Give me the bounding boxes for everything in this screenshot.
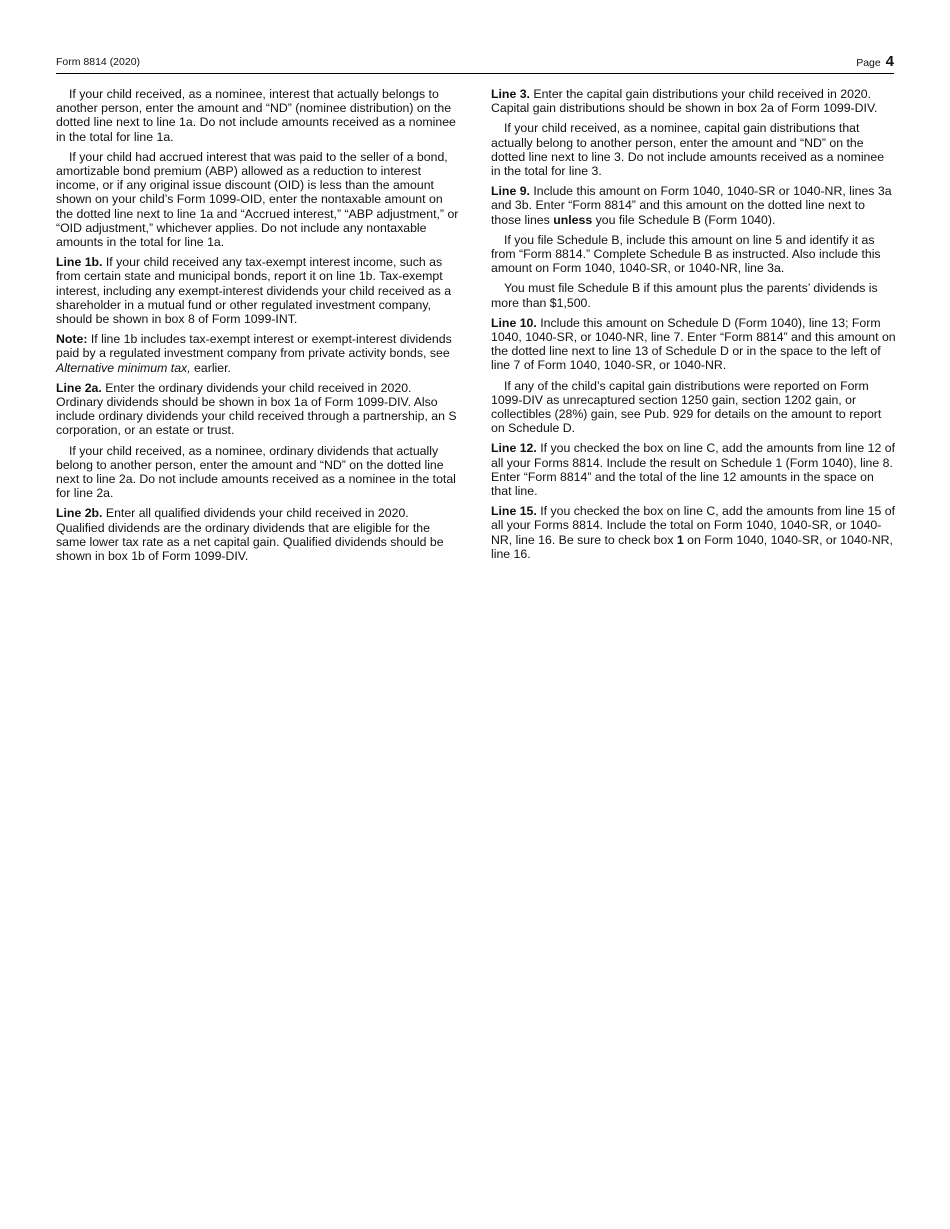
line-15-end: on Form 1040, 1040-SR, or 1040-NR, line 16.: [491, 532, 893, 561]
line-2b-text: Enter all qualified dividends your child received in 2020. Qualified dividends are the ordinary dividends that are eligible for the same lower tax rate as a net capital gain. Qualified dividends should be shown in box 1b of Form 1099-DIV.: [56, 506, 444, 564]
line-9-end: you file Schedule B (Form 1040).: [592, 212, 776, 227]
line-12-heading: Line 12.: [491, 441, 537, 456]
note-heading: Note:: [56, 332, 88, 347]
paragraph-line-12: [491, 441, 896, 498]
paragraph-line-3: [491, 87, 896, 115]
line-10-heading: Line 10.: [491, 315, 537, 330]
line-3-heading: Line 3.: [491, 87, 530, 101]
paragraph-nominee-interest: If your child received, as a nominee, interest that actually belongs to another person, enter the amount and “ND” (nominee distribution) on the dotted line next to line 1a. Do not include amounts received as a nominee in the total for line 1a.: [56, 87, 456, 144]
note-reference: Alternative minimum tax,: [56, 360, 191, 375]
paragraph-nominee-dividends: If your child received, as a nominee, ordinary dividends that actually belong to another person, enter the amount and “ND” on the dotted line next to line 2a. Do not include amounts received as a nominee in the total for line 2a.: [56, 443, 456, 501]
line-1b-heading: Line 1b.: [56, 255, 103, 270]
paragraph-nominee-capital-gain: If your child received, as a nominee, capital gain distributions that actually belong to another person, enter the amount and “ND” on the dotted line next to line 3. Do not include amounts received as a nominee in the total for line 3.: [491, 121, 885, 179]
line-2a-text: Enter the ordinary dividends your child received in 2020. Ordinary dividends should be shown in box 1a of Form 1099-DIV. Also include ordinary dividends your child received through a partnership, an S corporation, or an estate or trust.: [56, 380, 457, 438]
page-header: [56, 52, 894, 74]
paragraph-line-1b: [56, 255, 460, 326]
paragraph-line-9: [491, 184, 896, 227]
line-3-text: Enter the capital gain distributions your child received in 2020. Capital gain distributions should be shown in box 2a of Form 1099-DIV.: [491, 87, 878, 116]
paragraph-accrued-interest: If your child had accrued interest that was paid to the seller of a bond, amortizable bond premium (ABP) allowed as a reduction to interest income, or if any original issue discount (OID) is less than the amount shown on your child’s Form 1099-OID, enter the nontaxable amount on the dotted line next to line 1a and “Accrued interest,” “ABP adjustment,” or “OID adjustment,” whichever applies. Do not include any nontaxable amounts in the total for line 1a.: [56, 149, 459, 250]
page-label: Page: [856, 57, 881, 69]
line-10-text: Include this amount on Schedule D (Form 1040), line 13; Form 1040, 1040-SR, or 1040-NR, line 7. Enter “Form 8814” and this amount on the dotted line next to line 13 of Schedule D or in the space to the left of line 7 of Form 1040, 1040-SR, or 1040-NR.: [491, 315, 896, 373]
line-15-text: If you checked the box on line C, add the amounts from line 15 of all your Forms 8814. Include the total on Form 1040, 1040-SR, or 1040-NR, line 16. Be sure to check box: [491, 504, 895, 547]
line-2b-heading: Line 2b.: [56, 506, 103, 521]
page-number: 4: [885, 53, 894, 70]
line-9-emphasis: unless: [553, 212, 593, 227]
left-column: [56, 87, 460, 569]
paragraph-line-10: [491, 316, 896, 373]
paragraph-line-15: [491, 504, 896, 561]
line-12-text: If you checked the box on line C, add the amounts from line 12 of all your Forms 8814. Include the result on Schedule 1 (Form 1040), line 8. Enter “Form 8814” and the total of the line 12 amounts in the space on that line.: [491, 441, 895, 499]
paragraph-line-2a: [56, 381, 460, 438]
paragraph-line-2b: [56, 506, 460, 563]
line-15-emphasis: 1: [676, 532, 684, 547]
form-label: Form 8814 (2020): [56, 56, 141, 68]
line-9-text: Include this amount on Form 1040, 1040-SR or 1040-NR, lines 3a and 3b. Enter “Form 8814” and this amount on the dotted line next to those lines: [491, 184, 892, 227]
paragraph-schedule-b-threshold: You must file Schedule B if this amount plus the parents’ dividends is more than $1,500.: [491, 281, 878, 310]
paragraph-schedule-b: If you file Schedule B, include this amount on line 5 and identify it as from “Form 8814.” Complete Schedule B as instructed. Also include this amount on Form 1040, 1040-SR, or 1040-NR, line 3a.: [491, 232, 881, 276]
page-indicator: [856, 53, 894, 70]
line-2a-heading: Line 2a.: [56, 380, 102, 395]
line-9-heading: Line 9.: [491, 184, 530, 199]
paragraph-capital-gain-types: If any of the child’s capital gain distributions were reported on Form 1099-DIV as unrecaptured section 1250 gain, section 1202 gain, or collectibles (28%) gain, see Pub. 929 for details on the amount to report on Schedule D.: [491, 378, 882, 436]
paragraph-note: [56, 332, 460, 375]
line-15-heading: Line 15.: [491, 504, 537, 519]
note-text: If line 1b includes tax-exempt interest or exempt-interest dividends paid by a regulated investment company from private activity bonds, see: [56, 332, 452, 361]
right-column: [491, 87, 896, 567]
note-end: earlier.: [190, 360, 231, 375]
line-1b-text: If your child received any tax-exempt interest income, such as from certain state and municipal bonds, report it on line 1b. Tax-exempt interest, including any exempt-interest dividends your child received as a shareholder in a mutual fund or other regulated investment company, should be shown in box 8 of Form 1099-INT.: [56, 255, 452, 327]
